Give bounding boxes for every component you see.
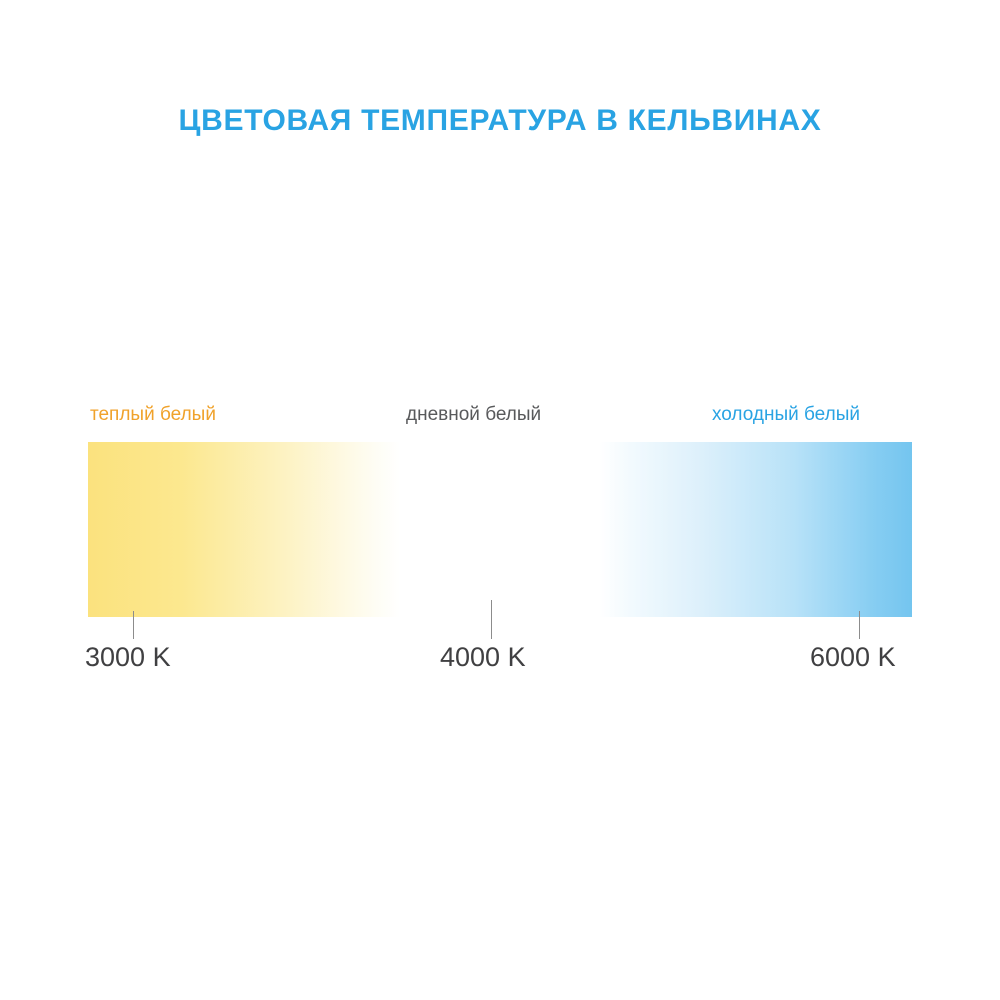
kelvin-value-3000: 3000 K: [85, 642, 171, 672]
page-title: ЦВЕТОВАЯ ТЕМПЕРАТУРА В КЕЛЬВИНАХ: [178, 104, 822, 137]
tick-marker-4000k: [491, 600, 492, 639]
cool-white-gradient-bar: [600, 442, 912, 617]
label-warm-white: теплый белый: [90, 404, 216, 425]
label-daylight-white: дневной белый: [406, 404, 542, 425]
kelvin-value-6000: 6000 K: [810, 642, 896, 672]
tick-marker-6000k: [859, 611, 860, 639]
tick-marker-3000k: [133, 611, 134, 639]
warm-white-gradient-bar: [88, 442, 400, 617]
label-cool-white: холодный белый: [712, 404, 860, 425]
kelvin-value-4000: 4000 K: [440, 642, 526, 672]
